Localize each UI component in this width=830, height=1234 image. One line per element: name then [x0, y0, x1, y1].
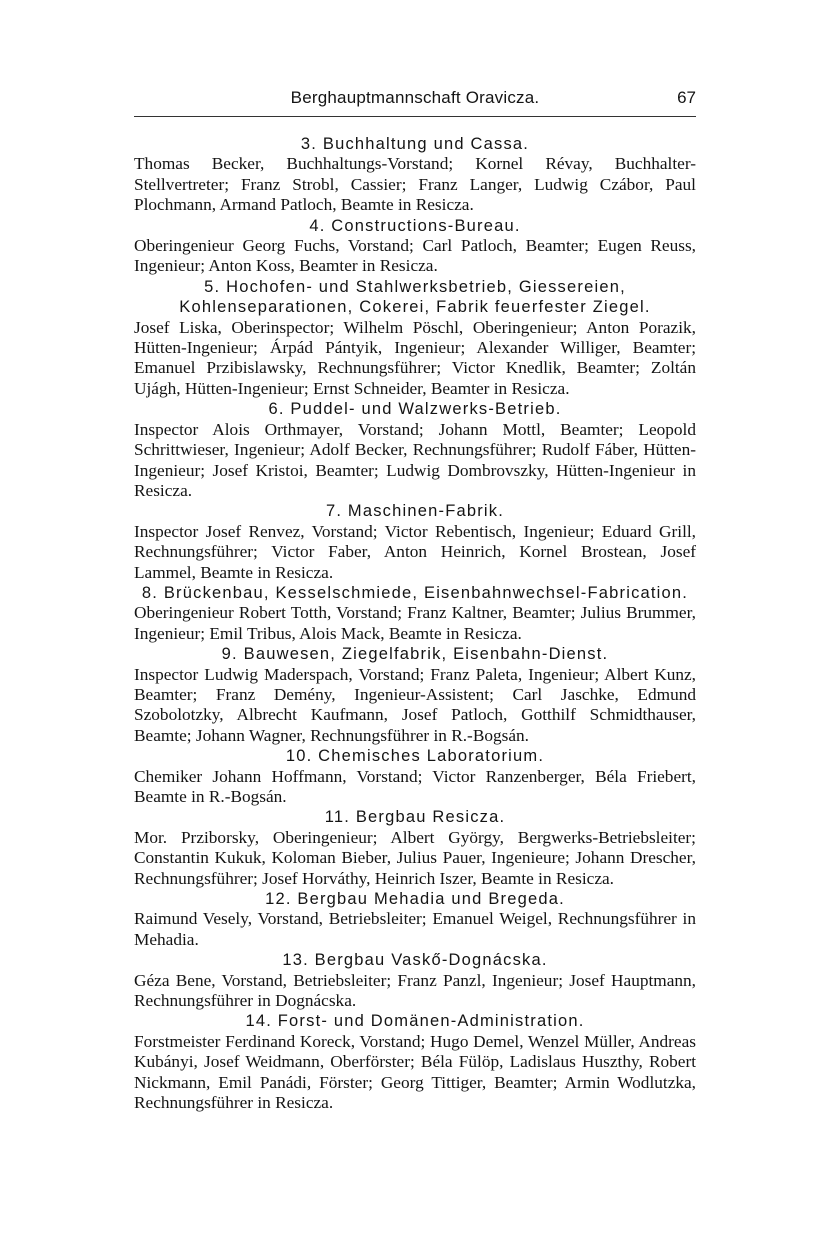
- section-heading: 7. Maschinen-Fabrik.: [325, 502, 505, 521]
- section-text: Géza Bene, Vorstand, Betriebsleiter; Franz Panzl, Ingenieur; Josef Hauptmann, Rechnungsführer in Dognácska.: [134, 970, 696, 1011]
- section-heading: 6. Puddel- und Walzwerks-Betrieb.: [268, 400, 562, 419]
- section-constructions-bureau: [134, 216, 696, 277]
- section-text: Chemiker Johann Hoffmann, Vorstand; Victor Ranzenberger, Béla Friebert, Beamte in R.-Bogsán.: [134, 766, 696, 806]
- section-puddel-walzwerk: [134, 399, 696, 501]
- section-brueckenbau: [134, 583, 696, 644]
- section-text: Inspector Ludwig Maderspach, Vorstand; Franz Paleta, Ingenieur; Albert Kunz, Beamter; Franz Demény, Ingenieur-Assistent; Carl Jaschke, Edmund Szobolotzky, Albrecht Kaufmann, Josef Patloch, Gotthilf Schmidthauser, Beamte; Johann Wagner, Rechnungsführer in R.-Bogsán.: [134, 664, 696, 745]
- section-heading: 10. Chemisches Laboratorium.: [285, 747, 545, 766]
- section-buchhaltung: [134, 134, 696, 216]
- section-bergbau-vasko: [134, 950, 696, 1011]
- page-number: 67: [677, 88, 696, 107]
- body-text: [134, 134, 696, 1114]
- section-text: Josef Liska, Oberinspector; Wilhelm Pöschl, Oberingenieur; Anton Porazik, Hütten-Ingenieur; Árpád Pántyik, Ingenieur; Alexander Williger, Beamter; Emanuel Przibislawsky, Rechnungsführer; Victor Knedlik, Beamter; Zoltán Ujágh, Hütten-Ingenieur; Ernst Schneider, Beamter in Resicza.: [134, 317, 696, 398]
- section-heading: 11. Bergbau Resicza.: [324, 808, 506, 827]
- section-hochofen: [134, 277, 696, 399]
- header-rule: [134, 116, 696, 117]
- section-heading: 14. Forst- und Domänen-Administration.: [245, 1012, 585, 1031]
- section-maschinen-fabrik: [134, 501, 696, 583]
- section-heading: 8. Brückenbau, Kesselschmiede, Eisenbahnwechsel-Fabrication.: [141, 583, 689, 602]
- section-forst-domaenen: [134, 1011, 696, 1113]
- section-heading: 9. Bauwesen, Ziegelfabrik, Eisenbahn-Dienst.: [221, 645, 609, 664]
- section-text: Oberingenieur Georg Fuchs, Vorstand; Carl Patloch, Beamter; Eugen Reuss, Ingenieur; Anton Koss, Beamter in Resicza.: [134, 236, 696, 276]
- section-heading: 4. Constructions-Bureau.: [309, 216, 521, 235]
- section-heading: 12. Bergbau Mehadia und Bregeda.: [265, 890, 565, 909]
- section-text: Thomas Becker, Buchhaltungs-Vorstand; Kornel Révay, Buchhalter-Stellvertreter; Franz Strobl, Cassier; Franz Langer, Ludwig Czábor, Paul Plochmann, Armand Patloch, Beamte in Resicza.: [134, 154, 696, 215]
- section-text: Inspector Alois Orthmayer, Vorstand; Johann Mottl, Beamter; Leopold Schrittwieser, Ingenieur; Adolf Becker, Rechnungsführer; Rudolf Fáber, Hütten-Ingenieur; Josef Kristoi, Beamter; Ludwig Dombrovszky, Hütten-Ingenieur in Resicza.: [134, 419, 696, 500]
- section-heading: 5. Hochofen- und Stahlwerksbetrieb, Giessereien, Kohlenseparationen, Cokerei, Fabrik feuerfester Ziegel.: [179, 277, 651, 317]
- section-bergbau-mehadia: [134, 889, 696, 950]
- header-title: Berghauptmannschaft Oravicza.: [290, 88, 540, 107]
- section-bergbau-resicza: [134, 807, 696, 889]
- section-bauwesen: [134, 644, 696, 746]
- section-text: Forstmeister Ferdinand Koreck, Vorstand; Hugo Demel, Wenzel Müller, Andreas Kubányi, Josef Weidmann, Oberförster; Béla Fülöp, Ladislaus Huszthy, Robert Nickmann, Emil Panádi, Förster; Georg Tittiger, Beamter; Armin Wodlutzka, Rechnungsführer in Resicza.: [134, 1031, 696, 1113]
- section-chemisches-laboratorium: [134, 746, 696, 807]
- running-header: [134, 88, 696, 114]
- section-heading: 3. Buchhaltung und Cassa.: [300, 135, 530, 153]
- section-text: Raimund Vesely, Vorstand, Betriebsleiter; Emanuel Weigel, Rechnungsführer in Mehadia.: [134, 909, 696, 949]
- section-heading: 13. Bergbau Vaskő-Dognácska.: [282, 951, 548, 970]
- section-text: Mor. Prziborsky, Oberingenieur; Albert György, Bergwerks-Betriebsleiter; Constantin Kukuk, Koloman Bieber, Julius Pauer, Ingenieure; Johann Drescher, Rechnungsführer; Josef Horváthy, Heinrich Iszer, Beamte in Resicza.: [134, 827, 696, 888]
- section-text: Oberingenieur Robert Totth, Vorstand; Franz Kaltner, Beamter; Julius Brummer, Ingenieur; Emil Tribus, Alois Mack, Beamte in Resicza.: [134, 603, 696, 643]
- section-text: Inspector Josef Renvez, Vorstand; Victor Rebentisch, Ingenieur; Eduard Grill, Rechnungsführer; Victor Faber, Anton Heinrich, Kornel Brostean, Josef Lammel, Beamte in Resicza.: [134, 521, 696, 582]
